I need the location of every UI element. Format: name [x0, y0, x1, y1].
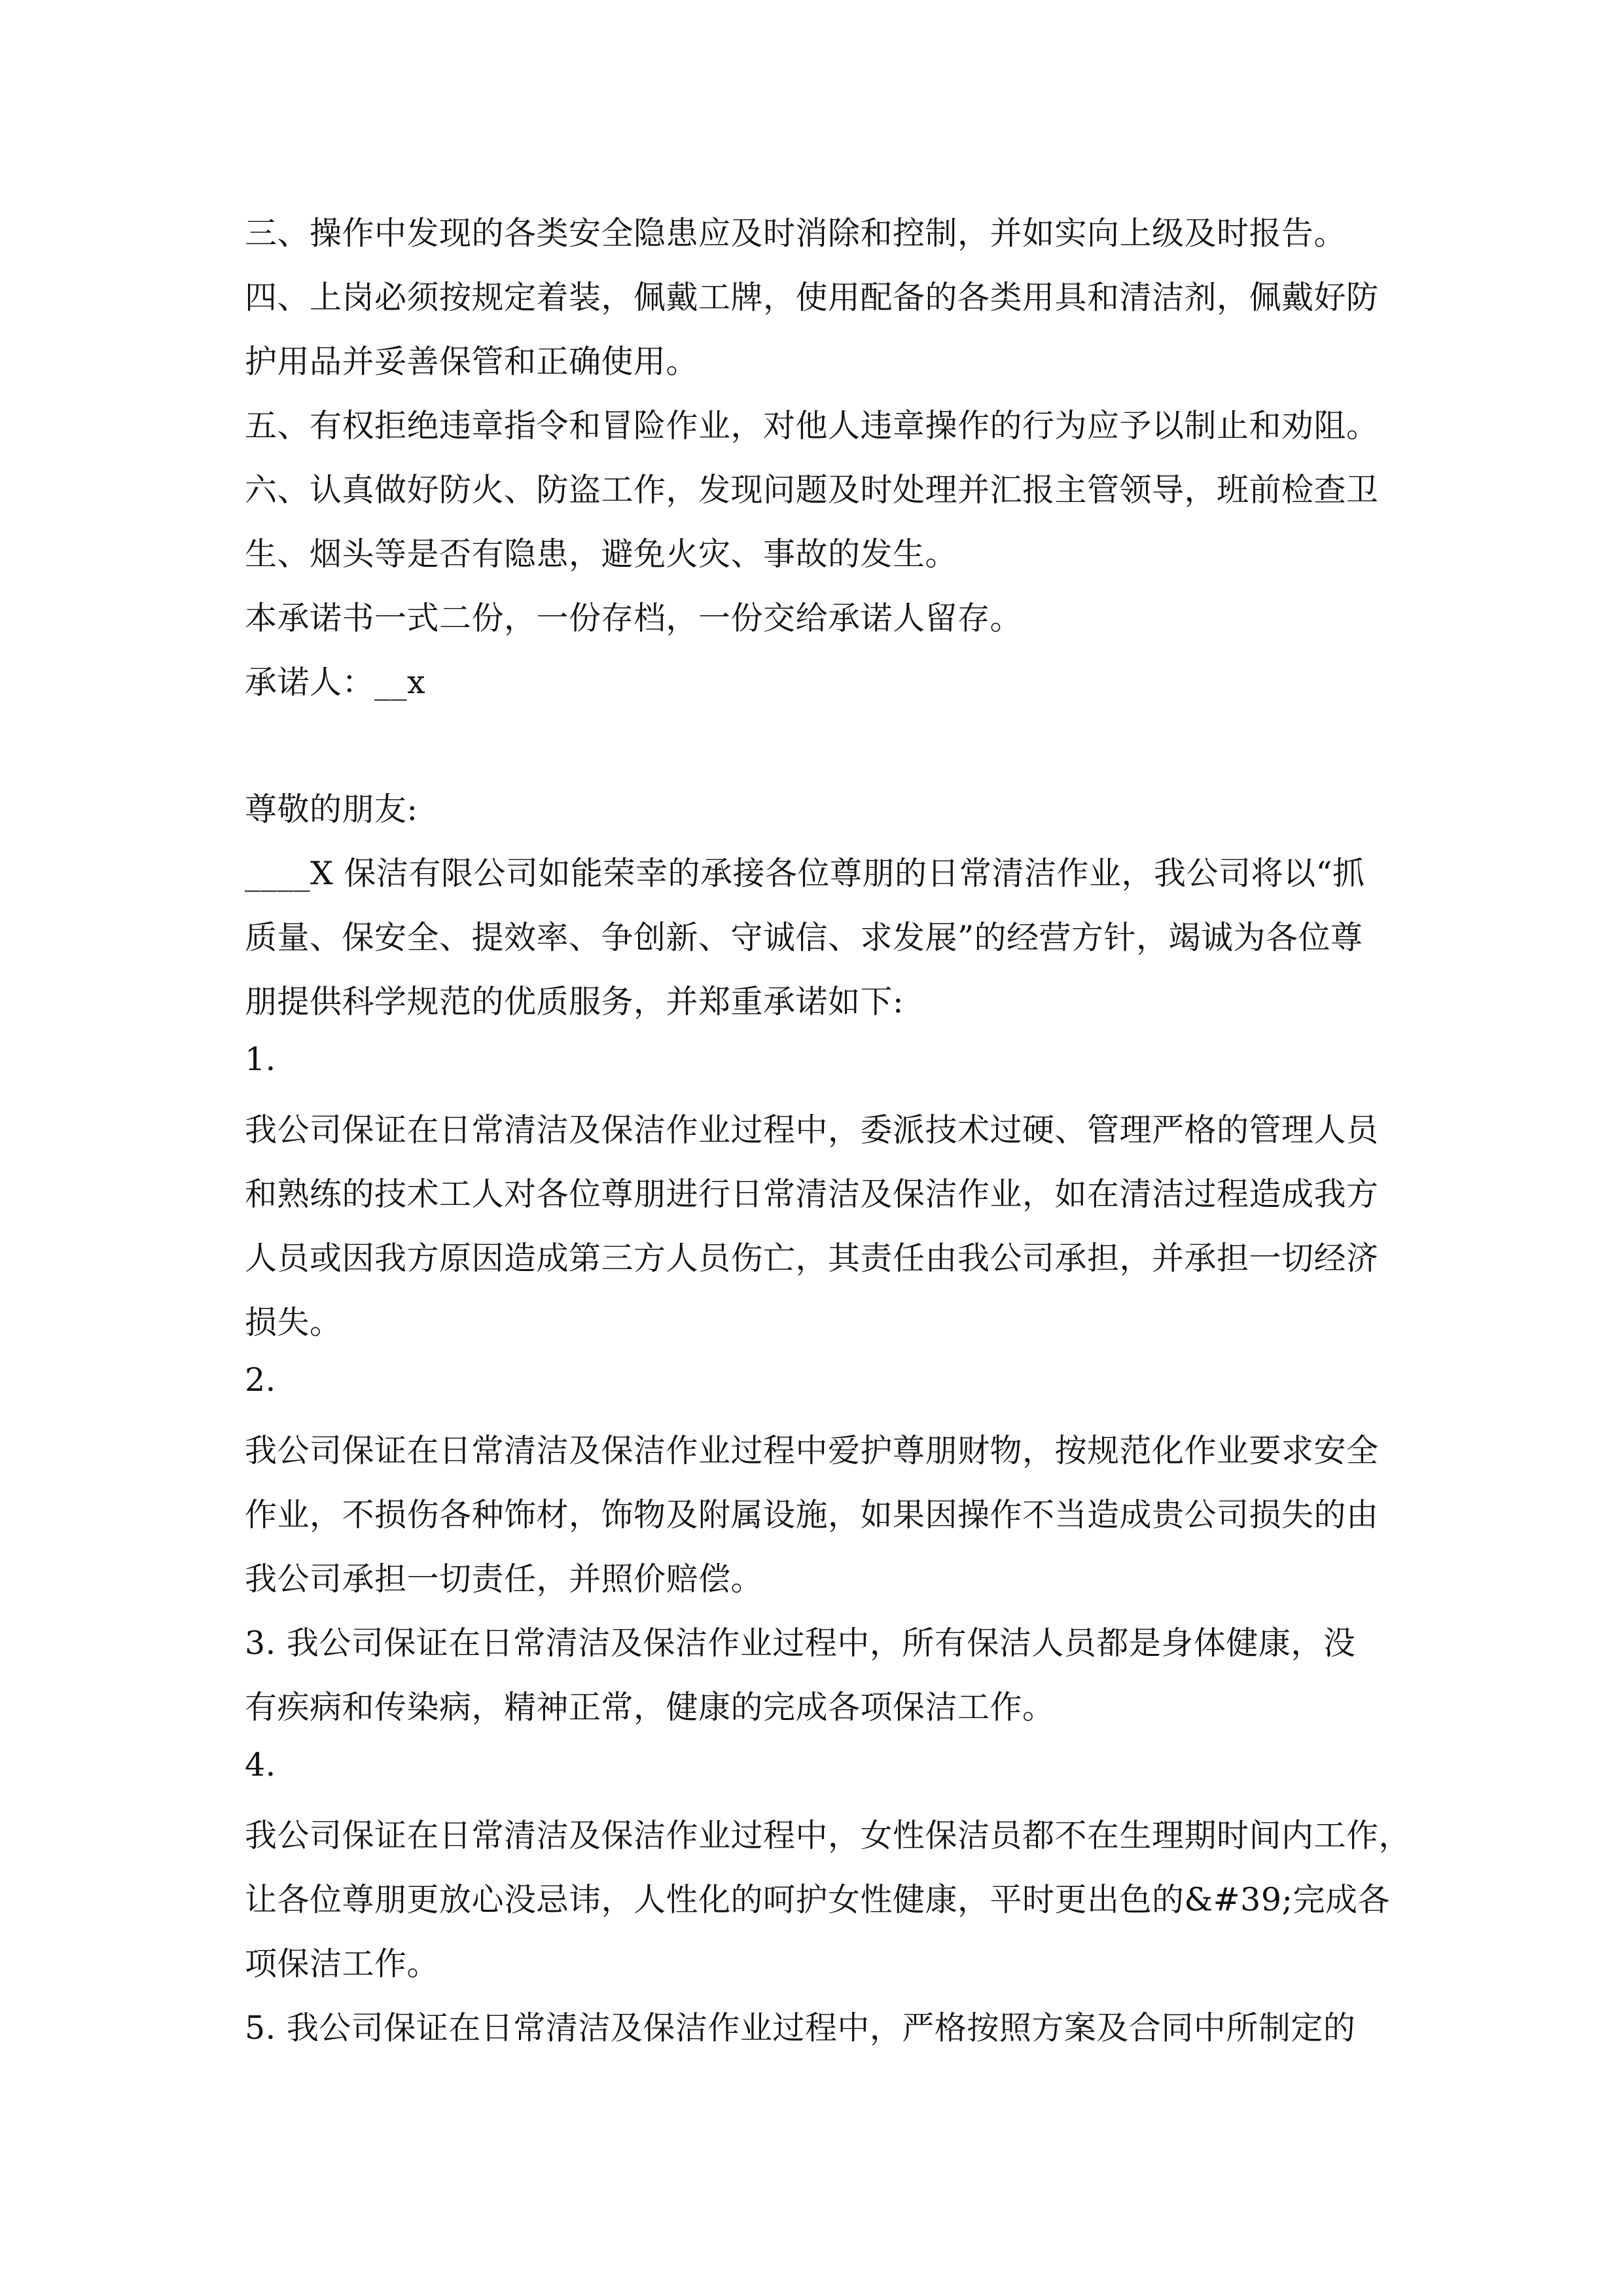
- item-2-line-1: 我公司保证在日常清洁及保洁作业过程中爱护尊朋财物，按规范化作业要求安全: [245, 1432, 1379, 1469]
- item-2-line-3: 我公司承担一切责任，并照价赔偿。: [245, 1560, 764, 1598]
- copies-note: 本承诺书一式二份，一份存档，一份交给承诺人留存。: [245, 600, 1023, 637]
- item-4-line-3: 项保洁工作。: [245, 1945, 440, 1982]
- item-4-line-1: 我公司保证在日常清洁及保洁作业过程中，女性保洁员都不在生理期时间内工作，: [245, 1817, 1412, 1854]
- intro-line-2: 质量、保安全、提效率、争创新、守诚信、求发展”的经营方针，竭诚为各位尊: [245, 919, 1363, 956]
- clause-six-line-1: 六、认真做好防火、防盗工作，发现问题及时处理并汇报主管领导，班前检查卫: [245, 471, 1379, 509]
- item-1-line-3: 人员或因我方原因造成第三方人员伤亡，其责任由我公司承担，并承担一切经济: [245, 1240, 1379, 1277]
- clause-four-line-2: 护用品并妥善保管和正确使用。: [245, 343, 699, 380]
- item-1-line-1: 我公司保证在日常清洁及保洁作业过程中，委派技术过硬、管理严格的管理人员: [245, 1111, 1379, 1149]
- intro-line-1: ____X 保洁有限公司如能荣幸的承接各位尊朋的日常清洁作业，我公司将以“抓: [245, 855, 1365, 892]
- item-2-line-2: 作业，不损伤各种饰材，饰物及附属设施，如果因操作不当造成贵公司损失的由: [245, 1496, 1379, 1534]
- clause-six-line-2: 生、烟头等是否有隐患，避免火灾、事故的发生。: [245, 535, 958, 573]
- intro-line-3: 朋提供科学规范的优质服务，并郑重承诺如下:: [245, 983, 904, 1020]
- item-number-1: 1.: [245, 1041, 276, 1078]
- promisor-signature-line: 承诺人：__x: [245, 664, 426, 701]
- item-number-4: 4.: [245, 1746, 276, 1784]
- item-number-2: 2.: [245, 1361, 276, 1399]
- item-5-line-1: 5. 我公司保证在日常清洁及保洁作业过程中，严格按照方案及合同中所制定的: [245, 2009, 1356, 2047]
- item-3-line-2: 有疾病和传染病，精神正常，健康的完成各项保洁工作。: [245, 1689, 1055, 1726]
- item-1-line-2: 和熟练的技术工人对各位尊朋进行日常清洁及保洁作业，如在清洁过程造成我方: [245, 1175, 1379, 1213]
- item-4-line-2: 让各位尊朋更放心没忌讳，人性化的呵护女性健康，平时更出色的&#39;完成各: [245, 1881, 1391, 1918]
- clause-five-line: 五、有权拒绝违章指令和冒险作业，对他人违章操作的行为应予以制止和劝阻。: [245, 407, 1379, 444]
- item-1-line-4: 损失。: [245, 1304, 342, 1341]
- clause-three-line: 三、操作中发现的各类安全隐患应及时消除和控制，并如实向上级及时报告。: [245, 215, 1347, 252]
- item-3-line-1: 3. 我公司保证在日常清洁及保洁作业过程中，所有保洁人员都是身体健康，没: [245, 1624, 1356, 1662]
- salutation: 尊敬的朋友:: [245, 791, 418, 828]
- clause-four-line-1: 四、上岗必须按规定着装，佩戴工牌，使用配备的各类用具和清洁剂，佩戴好防: [245, 279, 1379, 316]
